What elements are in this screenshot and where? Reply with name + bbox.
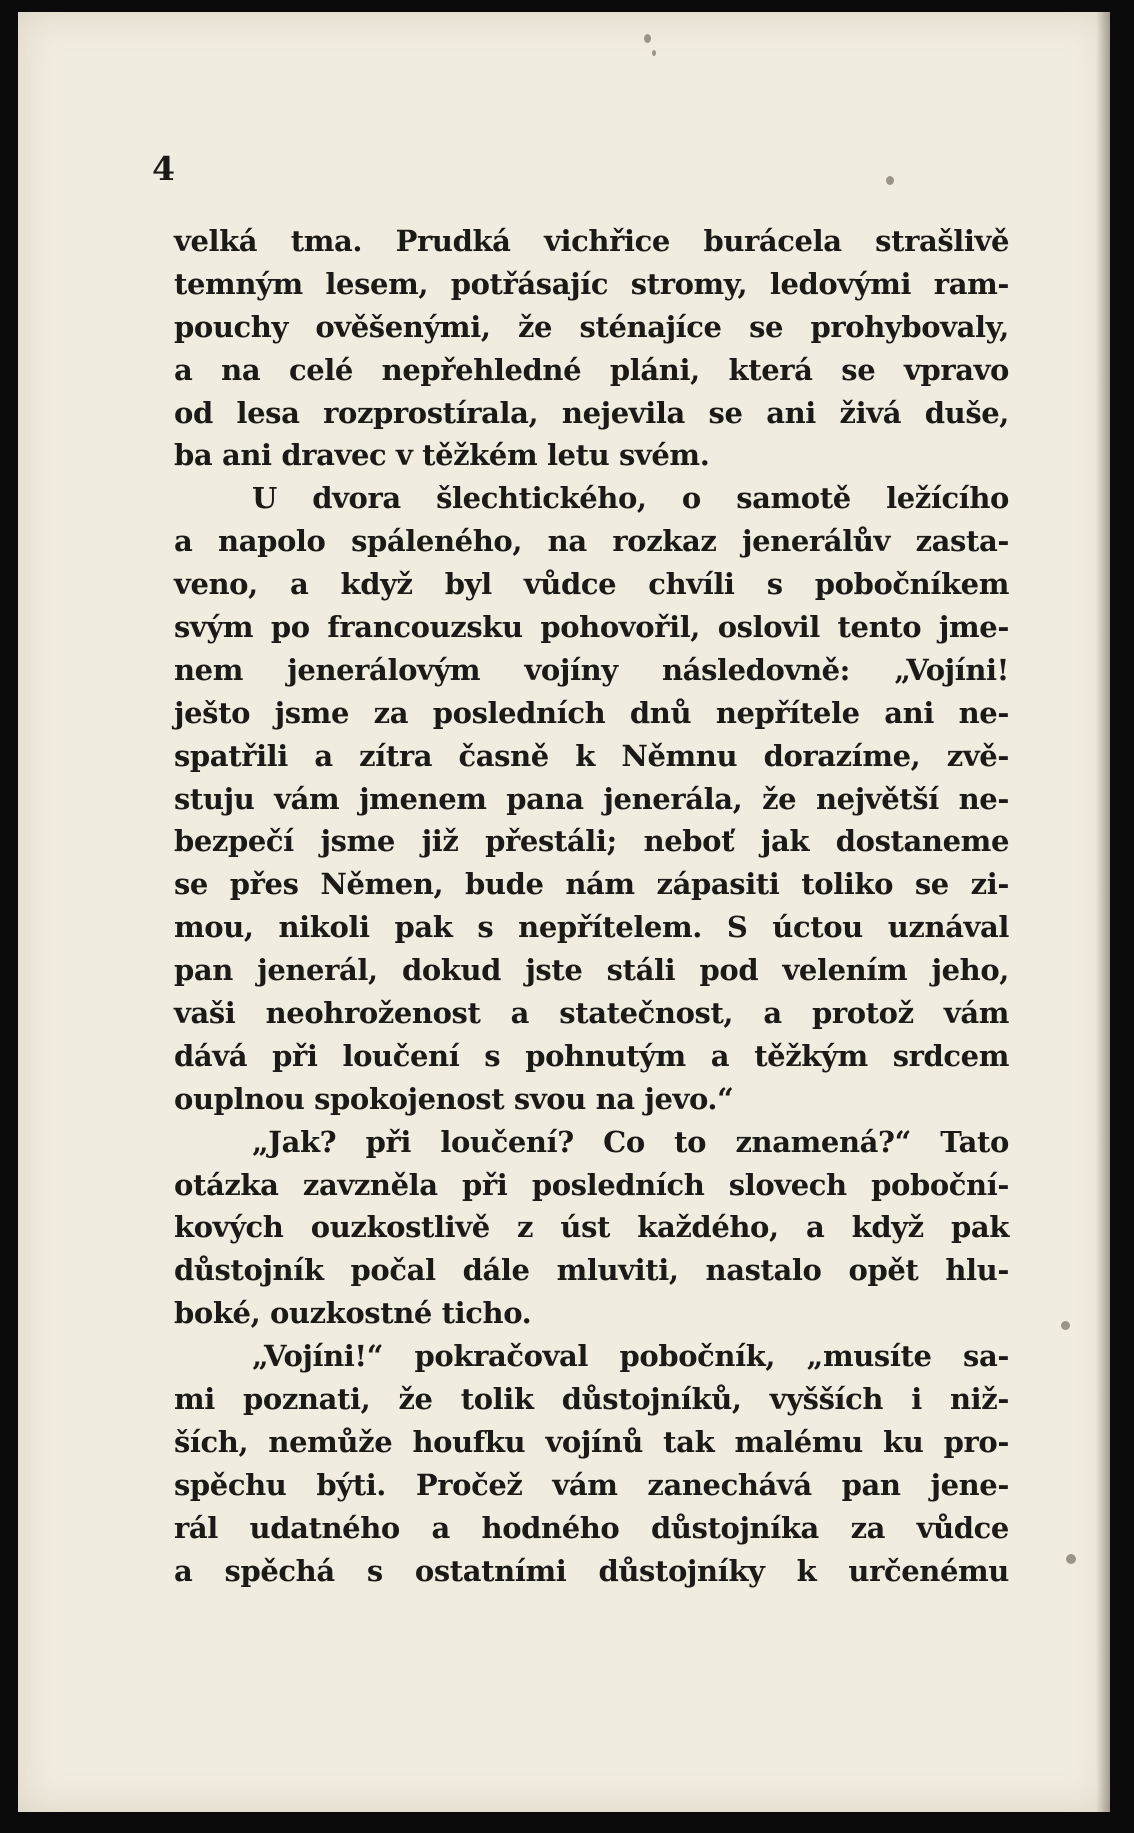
text-line: otázka zavzněla při posledních slovech poboční- xyxy=(174,1167,1009,1202)
text-line: ba ani dravec v těžkém letu svém. xyxy=(174,438,710,473)
text-line: „Vojíni!“ pokračoval pobočník, „musíte sa- xyxy=(252,1339,1009,1374)
text-line: kových ouzkostlivě z úst každého, a když pak xyxy=(174,1210,1009,1245)
text-line: pan jenerál, dokud jste stáli pod velením jeho, xyxy=(174,953,1009,988)
text-line: svým po francouzsku pohovořil, oslovil tento jme- xyxy=(174,610,1009,645)
text-line: veno, a když byl vůdce chvíli s pobočníkem xyxy=(174,567,1009,602)
text-line: ších, nemůže houfku vojínů tak malému ku pro- xyxy=(174,1424,1009,1459)
text-line: a spěchá s ostatními důstojníky k určenému xyxy=(174,1553,1009,1588)
text-line: a na celé nepřehledné pláni, která se vpravo xyxy=(174,352,1009,387)
paper-speck xyxy=(652,50,656,56)
text-line: ouplnou spokojenost svou na jevo.“ xyxy=(174,1081,734,1116)
text-line: spatřili a zítra časně k Němnu dorazíme, zvě- xyxy=(174,738,1009,773)
text-line: dává při loučení s pohnutým a těžkým srdcem xyxy=(174,1038,1009,1073)
text-line: od lesa rozprostírala, nejevila se ani živá duše, xyxy=(174,395,1009,430)
text-line: temným lesem, potřásajíc stromy, ledovými ram- xyxy=(174,266,1009,301)
text-line: U dvora šlechtického, o samotě ležícího xyxy=(252,481,1009,516)
text-line: velká tma. Prudká vichřice burácela strašlivě xyxy=(174,224,1009,258)
body-text xyxy=(174,220,1009,1593)
text-line: spěchu býti. Pročež vám zanechává pan jene- xyxy=(174,1467,1009,1502)
text-line: „Jak? při loučení? Co to znamená?“ Tato xyxy=(252,1124,1009,1159)
paper-speck xyxy=(886,176,894,185)
text-line: důstojník počal dále mluviti, nastalo opět hlu- xyxy=(174,1253,1009,1288)
paper-speck xyxy=(644,34,651,43)
text-line: mi poznati, že tolik důstojníků, vyšších i niž- xyxy=(174,1382,1009,1417)
paper-speck xyxy=(1066,1554,1076,1564)
text-line: se přes Němen, bude nám zápasiti toliko se zi- xyxy=(174,867,1009,902)
text-line: a napolo spáleného, na rozkaz jenerálův zasta- xyxy=(174,524,1009,559)
page-number: 4 xyxy=(152,149,175,188)
text-line: boké, ouzkostné ticho. xyxy=(174,1296,532,1331)
text-line: ješto jsme za posledních dnů nepřítele ani ne- xyxy=(174,695,1009,730)
page-edge-shadow xyxy=(1096,12,1110,1812)
text-line: bezpečí jsme již přestáli; neboť jak dostaneme xyxy=(174,824,1009,859)
text-line: rál udatného a hodného důstojníka za vůdce xyxy=(174,1510,1009,1545)
text-line: mou, nikoli pak s nepřítelem. S úctou uznával xyxy=(174,910,1009,945)
text-line: pouchy ověšenými, že sténajíce se prohybovaly, xyxy=(174,309,1009,344)
text-line: nem jenerálovým vojíny následovně: „Vojíni! xyxy=(174,652,1009,687)
text-line: stuju vám jmenem pana jenerála, že největší ne- xyxy=(174,781,1009,816)
paper-speck xyxy=(1061,1321,1070,1330)
text-line: vaši neohroženost a statečnost, a protož vám xyxy=(174,996,1009,1031)
